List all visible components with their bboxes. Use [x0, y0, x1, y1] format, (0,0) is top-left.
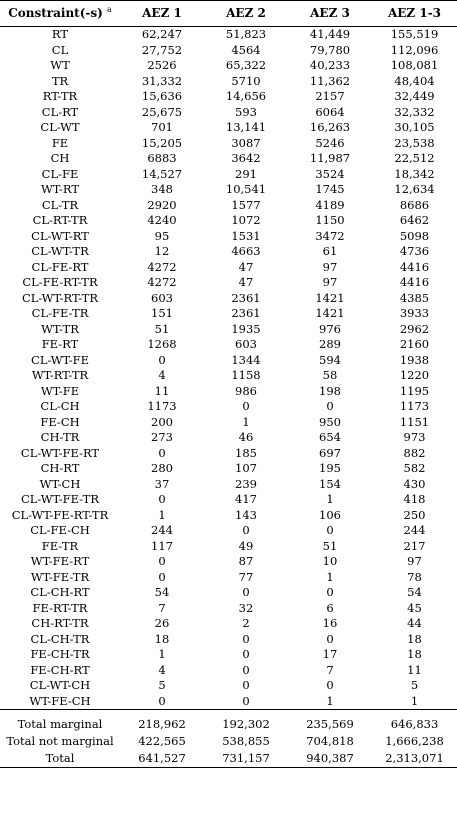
totals-row — [0, 733, 457, 750]
table-row — [0, 275, 457, 291]
aez-2-cell: 4663 — [231, 244, 261, 259]
aez-2-cell: 49 — [238, 538, 254, 553]
constraint-cell: CL-CH-RT — [30, 585, 90, 600]
constraint-cell: CL-WT-RT-TR — [21, 290, 99, 305]
aez-1-cell: 0 — [158, 554, 166, 569]
aez-1-3-cell: 97 — [407, 554, 422, 569]
constraint-cell: TR — [51, 73, 69, 88]
aez-1-cell: 1268 — [147, 337, 177, 352]
constraint-cell: FE-CH — [40, 414, 80, 429]
constraint-cell: CL-FE-CH — [30, 523, 90, 538]
aez-2-cell: 2361 — [231, 306, 261, 321]
aez-3-cell: 198 — [319, 383, 341, 398]
aez-1-cell: 15,636 — [141, 89, 183, 104]
aez-1-cell: 7 — [158, 600, 166, 615]
aez-3-cell: 16,263 — [309, 120, 351, 135]
aez-3-cell: 1 — [326, 492, 334, 507]
table-row — [0, 539, 457, 555]
aez-3-cell: 154 — [319, 476, 341, 491]
aez-3-cell: 6 — [326, 600, 334, 615]
constraint-cell: CL-WT-FE-RT — [20, 445, 100, 460]
aez-3-cell: 106 — [319, 507, 341, 522]
aez-1-3-cell: 1173 — [399, 399, 430, 414]
aez-3-cell: 5246 — [315, 135, 345, 150]
constraint-cell: CL-RT-TR — [32, 213, 88, 228]
constraint-cell: CH-TR — [40, 430, 80, 445]
aez-1-3-cell: 2,313,071 — [372, 750, 457, 768]
aez-2-cell: 731,157 — [204, 750, 288, 768]
aez-1-3-cell: 6462 — [399, 213, 430, 228]
aez-1-3-cell: 882 — [403, 445, 426, 460]
constraint-cell: WT-RT — [40, 182, 80, 197]
table-row — [0, 430, 457, 446]
aez-1-3-cell: 12,634 — [394, 182, 435, 197]
aez-2-cell: 4564 — [231, 42, 261, 57]
aez-2-cell: 0 — [242, 678, 250, 693]
table-row — [0, 523, 457, 539]
aez-3-cell: 1421 — [315, 306, 345, 321]
aez-1-cell: 0 — [158, 352, 166, 367]
aez-1-cell: 273 — [151, 430, 173, 445]
table-row — [0, 554, 457, 570]
aez-2-cell: 538,855 — [222, 734, 270, 748]
table-row — [0, 663, 457, 679]
header-aez-2: AEZ 2 — [204, 1, 288, 27]
aez-3-cell: 0 — [326, 585, 334, 600]
aez-1-cell: 4272 — [147, 259, 177, 274]
table-row — [0, 74, 457, 90]
aez-1-cell: 18 — [154, 631, 170, 646]
constraint-cell: RT-TR — [42, 89, 78, 104]
aez-3-cell: 1421 — [315, 290, 345, 305]
aez-1-3-cell: 32,449 — [394, 89, 435, 104]
aez-1-3-cell: 2160 — [399, 337, 430, 352]
constraint-cell: CL-FE-TR — [31, 306, 89, 321]
aez-1-3-cell: 4385 — [399, 290, 430, 305]
aez-1-cell: 14,527 — [141, 166, 183, 181]
aez-1-cell: 603 — [151, 290, 173, 305]
aez-2-cell: 87 — [238, 554, 254, 569]
aez-3-cell: 1745 — [315, 182, 345, 197]
constraint-cell: FE-CH-RT — [30, 662, 90, 677]
totals-row — [0, 750, 457, 768]
aez-2-cell: 192,302 — [222, 717, 270, 731]
aez-1-3-cell: 54 — [407, 585, 422, 600]
constraint-cell: CL-TR — [41, 197, 79, 212]
table-row — [0, 678, 457, 694]
aez-1-cell: 2526 — [147, 58, 177, 73]
aez-1-3-cell: 23,538 — [394, 135, 435, 150]
constraint-cell: CL-FE-RT — [31, 259, 89, 274]
constraint-cell: WT-TR — [41, 321, 79, 336]
aez-3-cell: 0 — [326, 399, 334, 414]
aez-1-3-cell: 18,342 — [394, 166, 435, 181]
aez-1-cell: 54 — [154, 585, 170, 600]
constraint-cell: FE-TR — [41, 538, 79, 553]
header-footnote-marker: a — [107, 5, 112, 14]
aez-1-cell: 4272 — [147, 275, 177, 290]
aez-1-cell: 701 — [151, 120, 173, 135]
aez-1-3-cell: 44 — [407, 616, 422, 631]
table-row — [0, 260, 457, 276]
table-row — [0, 461, 457, 477]
aez-1-3-cell: 78 — [407, 569, 422, 584]
aez-3-cell: 1 — [326, 569, 334, 584]
aez-3-cell: 235,569 — [306, 717, 354, 731]
aez-2-cell: 47 — [238, 259, 254, 274]
aez-3-cell: 97 — [322, 275, 338, 290]
aez-1-cell: 348 — [151, 182, 173, 197]
table-body — [0, 27, 457, 710]
aez-2-cell: 1935 — [231, 321, 261, 336]
constraint-cell: WT-FE-RT — [30, 554, 90, 569]
constraint-cell: WT-FE — [40, 383, 80, 398]
aez-1-cell: 2920 — [147, 197, 177, 212]
header-constraint — [0, 1, 120, 27]
constraint-cell: CH-RT-TR — [31, 616, 89, 631]
aez-1-3-cell: 108,081 — [390, 58, 439, 73]
aez-2-cell: 1531 — [231, 228, 261, 243]
aez-1-cell: 15,205 — [141, 135, 183, 150]
constraint-cell: CL-WT-FE — [31, 352, 89, 367]
aez-1-cell: 0 — [120, 694, 204, 710]
aez-3-cell: 6064 — [315, 104, 345, 119]
aez-1-cell: 4240 — [147, 213, 177, 228]
aez-1-3-cell: 250 — [403, 507, 426, 522]
table-row — [0, 616, 457, 632]
constraint-cell: CL-WT-FE-RT-TR — [11, 507, 109, 522]
constraint-cell: FE-CH-TR — [30, 647, 90, 662]
aez-1-3-cell: 30,105 — [394, 120, 435, 135]
aez-1-cell: 0 — [158, 445, 166, 460]
aez-3-cell: 40,233 — [309, 58, 351, 73]
aez-3-cell: 940,387 — [288, 750, 372, 768]
aez-3-cell: 11,987 — [309, 151, 351, 166]
aez-3-cell: 950 — [319, 414, 341, 429]
aez-2-cell: 51,823 — [225, 27, 267, 42]
aez-1-cell: 51 — [154, 321, 170, 336]
aez-3-cell: 17 — [322, 647, 338, 662]
aez-2-cell: 1577 — [231, 197, 261, 212]
aez-1-cell: 244 — [151, 523, 173, 538]
constraint-cell: CH-RT — [40, 461, 80, 476]
table-row — [0, 120, 457, 136]
table-row — [0, 570, 457, 586]
header-row — [0, 1, 457, 27]
table-row — [0, 399, 457, 415]
table-row — [0, 43, 457, 59]
aez-1-cell: 25,675 — [141, 104, 183, 119]
aez-2-cell: 185 — [235, 445, 257, 460]
aez-1-3-cell: 1220 — [399, 368, 430, 383]
constraint-cell: WT — [50, 58, 70, 73]
aez-1-3-cell: 1,666,238 — [385, 734, 444, 748]
aez-1-cell: 4 — [158, 662, 166, 677]
table-row — [0, 167, 457, 183]
aez-2-cell: 3087 — [231, 135, 261, 150]
constraint-cell: CL-RT — [41, 104, 79, 119]
aez-1-3-cell: 22,512 — [394, 151, 435, 166]
aez-2-cell: 0 — [242, 662, 250, 677]
table-row — [0, 694, 457, 710]
aez-1-cell: 95 — [154, 228, 170, 243]
constraint-cell: WT-RT-TR — [31, 368, 89, 383]
constraint-cell: CL-CH — [40, 399, 80, 414]
aez-1-3-cell: 155,519 — [390, 27, 439, 42]
constraint-cell: RT — [51, 27, 69, 42]
constraint-cell: FE — [51, 135, 69, 150]
aez-1-3-cell: 4416 — [399, 275, 430, 290]
constraint-cell: CL-CH-TR — [30, 631, 90, 646]
header-constraint-label: Constraint(-s) — [8, 6, 103, 20]
aez-3-cell: 61 — [322, 244, 338, 259]
aez-1-3-cell: 582 — [403, 461, 426, 476]
aez-3-cell: 51 — [322, 538, 338, 553]
aez-3-cell: 11,362 — [309, 73, 351, 88]
aez-3-cell: 0 — [326, 631, 334, 646]
table-row — [0, 58, 457, 74]
aez-3-cell: 654 — [319, 430, 341, 445]
table-row — [0, 182, 457, 198]
aez-1-cell: 280 — [151, 461, 173, 476]
aez-1-3-cell: 646,833 — [390, 717, 439, 731]
aez-2-cell: 0 — [242, 585, 250, 600]
aez-3-cell: 3524 — [315, 166, 345, 181]
table-row — [0, 492, 457, 508]
aez-3-cell: 697 — [319, 445, 341, 460]
aez-1-cell: 1 — [158, 507, 166, 522]
aez-1-3-cell: 45 — [407, 600, 422, 615]
table-row — [0, 291, 457, 307]
aez-3-cell: 3472 — [315, 228, 345, 243]
constraint-cell: WT-CH — [39, 476, 81, 491]
aez-2-cell: 65,322 — [225, 58, 267, 73]
aez-1-3-cell: 32,332 — [394, 104, 435, 119]
aez-3-cell: 7 — [326, 662, 334, 677]
table-row — [0, 306, 457, 322]
totals-row — [0, 710, 457, 734]
aez-1-3-cell: 48,404 — [394, 73, 435, 88]
table-row — [0, 601, 457, 617]
aez-3-cell: 41,449 — [309, 27, 351, 42]
constraint-cell: CL-FE-RT-TR — [22, 275, 98, 290]
aez-1-3-cell: 5098 — [399, 228, 430, 243]
table-row — [0, 213, 457, 229]
aez-1-cell: 12 — [154, 244, 170, 259]
aez-2-cell: 46 — [238, 430, 254, 445]
aez-1-3-cell: 18 — [407, 631, 422, 646]
constraint-cell: Total not marginal — [6, 734, 114, 748]
aez-1-3-cell: 3933 — [399, 306, 430, 321]
table-row — [0, 229, 457, 245]
aez-2-cell: 13,141 — [225, 120, 267, 135]
table-row — [0, 446, 457, 462]
aez-2-cell: 603 — [235, 337, 257, 352]
aez-2-cell: 1 — [242, 414, 250, 429]
table-row — [0, 585, 457, 601]
aez-1-3-cell: 8686 — [399, 197, 430, 212]
aez-3-cell: 0 — [326, 678, 334, 693]
aez-2-cell: 0 — [242, 647, 250, 662]
constraint-cell: CL-WT-FE-TR — [21, 492, 99, 507]
aez-1-cell: 62,247 — [141, 27, 183, 42]
table-row — [0, 337, 457, 353]
aez-1-cell: 151 — [151, 306, 173, 321]
constraint-cell: WT-FE-CH — [0, 694, 120, 710]
table-row — [0, 151, 457, 167]
constraint-cell: CH — [50, 151, 70, 166]
aez-3-cell: 10 — [322, 554, 338, 569]
table-row — [0, 89, 457, 105]
table-row — [0, 322, 457, 338]
aez-3-cell: 1150 — [315, 213, 345, 228]
table-row — [0, 368, 457, 384]
aez-3-cell: 1 — [288, 694, 372, 710]
aez-1-3-cell: 2962 — [399, 321, 430, 336]
aez-1-3-cell: 244 — [403, 523, 426, 538]
aez-3-cell: 704,818 — [306, 734, 354, 748]
aez-1-3-cell: 217 — [403, 538, 426, 553]
aez-1-3-cell: 18 — [407, 647, 422, 662]
table-row — [0, 477, 457, 493]
aez-3-cell: 2157 — [315, 89, 345, 104]
aez-2-cell: 2 — [242, 616, 250, 631]
aez-2-cell: 239 — [235, 476, 257, 491]
table-row — [0, 632, 457, 648]
constraint-cell: Total marginal — [17, 717, 103, 731]
aez-1-cell: 1 — [158, 647, 166, 662]
constraint-cell: FE-RT — [41, 337, 79, 352]
constraint-cell: CL-WT — [40, 120, 80, 135]
aez-1-3-cell: 430 — [403, 476, 426, 491]
aez-1-3-cell: 1938 — [399, 352, 430, 367]
aez-3-cell: 195 — [319, 461, 341, 476]
aez-2-cell: 0 — [242, 399, 250, 414]
aez-2-cell: 77 — [238, 569, 254, 584]
constraint-cell: FE-RT-TR — [32, 600, 88, 615]
table-header — [0, 1, 457, 27]
table-row — [0, 244, 457, 260]
aez-2-cell: 143 — [235, 507, 257, 522]
aez-1-cell: 218,962 — [138, 717, 186, 731]
aez-3-cell: 976 — [319, 321, 341, 336]
header-aez-1: AEZ 1 — [120, 1, 204, 27]
header-aez-3: AEZ 3 — [288, 1, 372, 27]
aez-1-3-cell: 1195 — [399, 383, 430, 398]
aez-3-cell: 97 — [322, 259, 338, 274]
aez-2-cell: 0 — [242, 523, 250, 538]
table-row — [0, 27, 457, 43]
table-row — [0, 198, 457, 214]
aez-3-cell: 79,780 — [309, 42, 351, 57]
aez-2-cell: 0 — [242, 631, 250, 646]
aez-3-cell: 594 — [319, 352, 341, 367]
aez-2-cell: 986 — [235, 383, 257, 398]
aez-1-cell: 422,565 — [138, 734, 186, 748]
table-row — [0, 384, 457, 400]
aez-1-cell: 4 — [158, 368, 166, 383]
aez-1-3-cell: 112,096 — [390, 42, 439, 57]
aez-3-cell: 289 — [319, 337, 341, 352]
aez-2-cell: 32 — [238, 600, 254, 615]
aez-1-cell: 27,752 — [141, 42, 183, 57]
constraint-cell: CL-FE — [41, 166, 79, 181]
aez-3-cell: 4189 — [315, 197, 345, 212]
table-row — [0, 105, 457, 121]
aez-1-cell: 26 — [154, 616, 170, 631]
aez-2-cell: 5710 — [231, 73, 261, 88]
aez-2-cell: 0 — [204, 694, 288, 710]
aez-1-3-cell: 973 — [403, 430, 426, 445]
aez-1-cell: 6883 — [147, 151, 177, 166]
aez-1-cell: 0 — [158, 492, 166, 507]
constraint-cell: CL-WT-RT — [31, 228, 89, 243]
aez-1-cell: 200 — [151, 414, 173, 429]
table-row — [0, 647, 457, 663]
table-row — [0, 353, 457, 369]
table-totals — [0, 710, 457, 768]
aez-2-cell: 1072 — [231, 213, 261, 228]
aez-2-cell: 1344 — [231, 352, 261, 367]
aez-1-cell: 31,332 — [141, 73, 183, 88]
aez-1-3-cell: 1151 — [399, 414, 430, 429]
aez-2-cell: 593 — [235, 104, 257, 119]
aez-1-3-cell: 4416 — [399, 259, 430, 274]
aez-2-cell: 10,541 — [225, 182, 267, 197]
aez-1-3-cell: 1 — [372, 694, 457, 710]
aez-2-cell: 417 — [235, 492, 257, 507]
table-row — [0, 136, 457, 152]
aez-1-cell: 117 — [151, 538, 173, 553]
aez-3-cell: 58 — [322, 368, 338, 383]
aez-2-cell: 291 — [235, 166, 257, 181]
constraint-cell: Total — [0, 750, 120, 768]
aez-1-3-cell: 11 — [407, 662, 422, 677]
aez-1-cell: 0 — [158, 569, 166, 584]
table-row — [0, 415, 457, 431]
aez-2-cell: 107 — [235, 461, 257, 476]
header-aez-1-3: AEZ 1-3 — [372, 1, 457, 27]
aez-2-cell: 2361 — [231, 290, 261, 305]
aez-3-cell: 0 — [326, 523, 334, 538]
aez-3-cell: 16 — [322, 616, 338, 631]
aez-2-cell: 47 — [238, 275, 254, 290]
constraint-cell: CL — [51, 42, 69, 57]
aez-2-cell: 3642 — [231, 151, 261, 166]
aez-1-cell: 641,527 — [120, 750, 204, 768]
table-row — [0, 508, 457, 524]
constraint-cell: WT-FE-TR — [30, 569, 90, 584]
aez-1-cell: 5 — [158, 678, 166, 693]
constraint-cell: CL-WT-CH — [29, 678, 91, 693]
aez-1-cell: 37 — [154, 476, 170, 491]
aez-2-cell: 1158 — [231, 368, 261, 383]
aez-1-3-cell: 5 — [410, 678, 419, 693]
aez-1-3-cell: 418 — [403, 492, 426, 507]
aez-1-3-cell: 4736 — [399, 244, 430, 259]
aez-1-cell: 11 — [154, 383, 170, 398]
constraint-cell: CL-WT-TR — [31, 244, 89, 259]
aez-1-cell: 1173 — [147, 399, 177, 414]
aez-2-cell: 14,656 — [225, 89, 267, 104]
